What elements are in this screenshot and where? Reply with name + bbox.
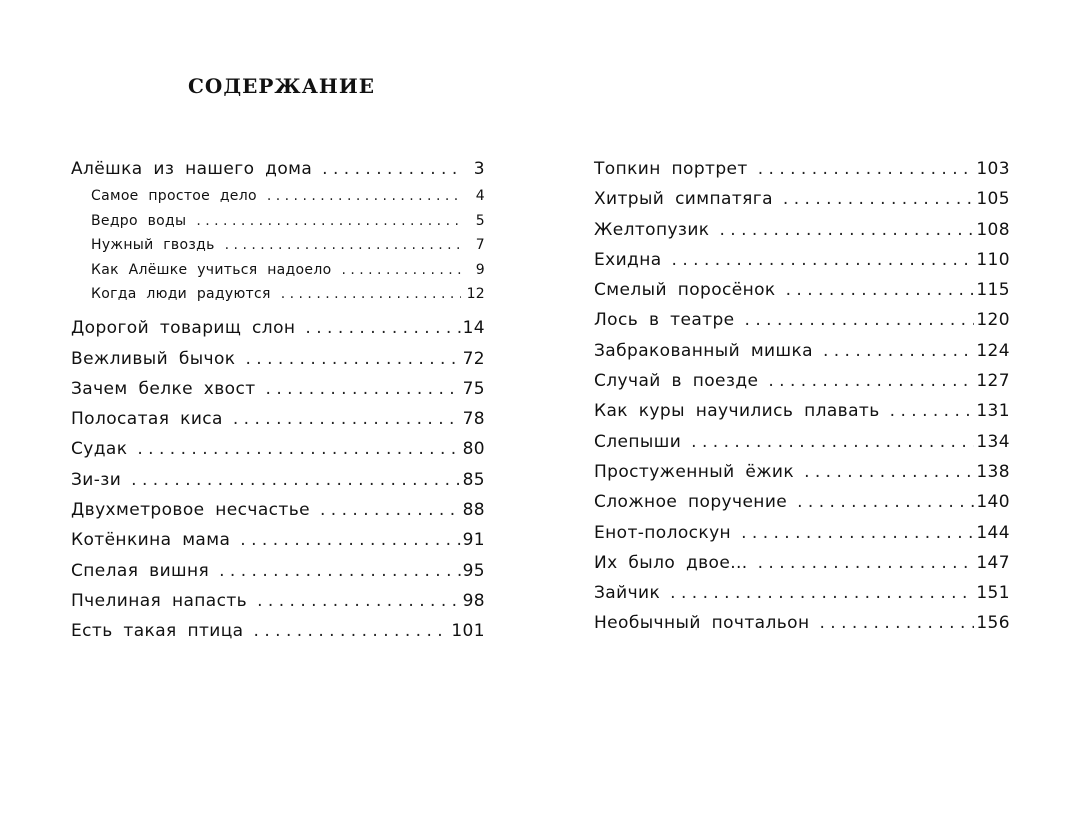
dot-leader bbox=[131, 465, 460, 495]
dot-leader bbox=[741, 518, 974, 548]
toc-entry-page: 88 bbox=[462, 500, 485, 521]
dot-leader bbox=[672, 245, 975, 275]
dot-leader bbox=[786, 275, 975, 305]
toc-entry-title: Двухметровое несчастье bbox=[71, 500, 310, 521]
toc-entry-title: Дорогой товарищ слон bbox=[71, 318, 296, 339]
toc-entry-page: 124 bbox=[976, 340, 1010, 361]
toc-entry[interactable] bbox=[594, 184, 1010, 214]
toc-entry-title: Когда люди радуются bbox=[91, 286, 271, 303]
toc-entry-page: 5 bbox=[475, 212, 485, 229]
toc-entry[interactable] bbox=[71, 313, 485, 343]
toc-entry-title: Забракованный мишка bbox=[594, 340, 813, 361]
toc-entry-page: 85 bbox=[462, 469, 485, 490]
toc-entry-title: Зи-зи bbox=[71, 469, 122, 490]
toc-entry-page: 140 bbox=[976, 492, 1010, 513]
toc-entry-page: 147 bbox=[976, 552, 1010, 573]
toc-entry-page: 4 bbox=[475, 188, 485, 205]
toc-entry[interactable] bbox=[594, 396, 1010, 426]
dot-leader bbox=[281, 282, 461, 306]
toc-subentry[interactable] bbox=[71, 184, 485, 209]
toc-entry-page: 105 bbox=[976, 189, 1010, 210]
toc-entry-title: Их было двое... bbox=[594, 552, 748, 573]
toc-entry-page: 75 bbox=[462, 378, 485, 399]
toc-entry[interactable] bbox=[594, 215, 1010, 245]
dot-leader bbox=[797, 487, 974, 517]
dot-leader bbox=[783, 184, 974, 214]
dot-leader bbox=[196, 209, 461, 233]
dot-leader bbox=[245, 344, 460, 374]
toc-entry-title: Как Алёшке учиться надоело bbox=[91, 261, 332, 278]
toc-entry[interactable] bbox=[594, 427, 1010, 457]
page-title: СОДЕРЖАНИЕ bbox=[188, 74, 375, 98]
toc-entry-title: Полосатая киса bbox=[71, 409, 223, 430]
toc-entry-page: 120 bbox=[976, 310, 1010, 331]
toc-entry[interactable] bbox=[594, 578, 1010, 608]
toc-entry-page: 95 bbox=[462, 560, 485, 581]
toc-entry-page: 151 bbox=[976, 583, 1010, 604]
toc-entry[interactable] bbox=[71, 495, 485, 525]
toc-entry[interactable] bbox=[71, 556, 485, 586]
dot-leader bbox=[670, 578, 974, 608]
dot-leader bbox=[719, 215, 974, 245]
toc-entry-page: 91 bbox=[462, 530, 485, 551]
toc-entry-title: Лось в театре bbox=[594, 310, 735, 331]
toc-entry[interactable] bbox=[71, 616, 485, 646]
dot-leader bbox=[804, 457, 974, 487]
toc-entry-title: Зайчик bbox=[594, 583, 661, 604]
dot-leader bbox=[691, 427, 974, 457]
toc-entry-page: 12 bbox=[466, 286, 485, 303]
toc-left-column bbox=[71, 154, 485, 647]
toc-entry-title: Как куры научились плавать bbox=[594, 401, 880, 422]
dot-leader bbox=[322, 154, 461, 184]
toc-entry-page: 115 bbox=[976, 280, 1010, 301]
toc-right-column bbox=[594, 154, 1010, 639]
toc-entry-title: Нужный гвоздь bbox=[91, 237, 215, 254]
toc-entry[interactable] bbox=[71, 404, 485, 434]
toc-entry[interactable] bbox=[71, 465, 485, 495]
toc-entry-page: 103 bbox=[976, 159, 1010, 179]
dot-leader bbox=[890, 396, 975, 426]
dot-leader bbox=[254, 616, 450, 646]
toc-entry-title: Топкин портрет bbox=[594, 159, 748, 179]
toc-entry-page: 72 bbox=[462, 348, 485, 369]
toc-entry-page: 127 bbox=[976, 371, 1010, 392]
dot-leader bbox=[768, 366, 974, 396]
dot-leader bbox=[257, 586, 460, 616]
toc-entry-page: 7 bbox=[475, 237, 485, 254]
toc-subentry[interactable] bbox=[71, 233, 485, 258]
dot-leader bbox=[267, 184, 461, 208]
toc-entry-page: 144 bbox=[976, 522, 1010, 543]
toc-entry-page: 78 bbox=[462, 409, 485, 430]
dot-leader bbox=[819, 608, 974, 638]
toc-entry-title: Желтопузик bbox=[594, 219, 710, 240]
dot-leader bbox=[758, 548, 975, 578]
toc-entry-title: Самое простое дело bbox=[91, 188, 257, 205]
dot-leader bbox=[320, 495, 461, 525]
dot-leader bbox=[305, 313, 460, 343]
dot-leader bbox=[341, 258, 461, 282]
toc-entry-title: Котёнкина мама bbox=[71, 530, 231, 551]
toc-entry-title: Ведро воды bbox=[91, 212, 187, 229]
toc-entry[interactable] bbox=[71, 154, 485, 184]
toc-entry-page: 156 bbox=[976, 613, 1010, 634]
toc-entry-title: Хитрый симпатяга bbox=[594, 189, 773, 210]
dot-leader bbox=[233, 404, 461, 434]
dot-leader bbox=[225, 233, 461, 257]
toc-entry-title: Необычный почтальон bbox=[594, 613, 810, 634]
toc-entry-title: Спелая вишня bbox=[71, 560, 210, 581]
dot-leader bbox=[219, 556, 460, 586]
toc-entry[interactable] bbox=[594, 366, 1010, 396]
dot-leader bbox=[823, 336, 974, 366]
toc-entry-title: Зачем белке хвост bbox=[71, 378, 256, 399]
toc-entry-title: Смелый поросёнок bbox=[594, 280, 776, 301]
toc-entry[interactable] bbox=[594, 305, 1010, 335]
toc-entry[interactable] bbox=[71, 525, 485, 555]
toc-entry-page: 134 bbox=[976, 431, 1010, 452]
toc-entry-title: Слепыши bbox=[594, 431, 682, 452]
toc-entry-title: Простуженный ёжик bbox=[594, 461, 795, 482]
toc-subentry[interactable] bbox=[71, 258, 485, 283]
toc-entry-title: Ехидна bbox=[594, 249, 662, 270]
toc-entry-title: Сложное поручение bbox=[594, 492, 788, 513]
toc-entry[interactable] bbox=[594, 245, 1010, 275]
toc-entry-page: 138 bbox=[976, 461, 1010, 482]
toc-entry-page: 80 bbox=[462, 439, 485, 460]
toc-entry-title: Вежливый бычок bbox=[71, 348, 236, 369]
dot-leader bbox=[240, 525, 460, 555]
toc-entry[interactable] bbox=[71, 434, 485, 464]
dot-leader bbox=[745, 305, 975, 335]
toc-entry[interactable] bbox=[594, 154, 1010, 184]
toc-entry[interactable] bbox=[594, 275, 1010, 305]
toc-entry[interactable] bbox=[594, 518, 1010, 548]
toc-entry-page: 98 bbox=[462, 590, 485, 611]
toc-entry-page: 108 bbox=[976, 219, 1010, 240]
dot-leader bbox=[266, 374, 461, 404]
toc-entry[interactable] bbox=[594, 487, 1010, 517]
toc-entry-title: Енот-полоскун bbox=[594, 522, 732, 543]
toc-entry-title: Пчелиная напасть bbox=[71, 590, 248, 611]
toc-entry[interactable] bbox=[71, 586, 485, 616]
toc-subentry[interactable] bbox=[71, 209, 485, 234]
toc-entry-page: 9 bbox=[475, 261, 485, 278]
dot-leader bbox=[137, 434, 460, 464]
toc-entry-page: 3 bbox=[473, 159, 485, 179]
toc-entry-page: 14 bbox=[462, 318, 485, 339]
toc-entry-title: Судак bbox=[71, 439, 128, 460]
toc-entry[interactable] bbox=[71, 344, 485, 374]
toc-entry-page: 131 bbox=[976, 401, 1010, 422]
toc-subentry[interactable] bbox=[71, 282, 485, 313]
toc-entry-title: Алёшка из нашего дома bbox=[71, 159, 313, 179]
toc-entry[interactable] bbox=[594, 336, 1010, 366]
toc-entry-page: 101 bbox=[451, 621, 485, 642]
dot-leader bbox=[758, 154, 975, 184]
toc-entry[interactable] bbox=[594, 548, 1010, 578]
toc-entry[interactable] bbox=[594, 457, 1010, 487]
toc-entry-title: Есть такая птица bbox=[71, 621, 244, 642]
toc-entry[interactable] bbox=[71, 374, 485, 404]
toc-entry-page: 110 bbox=[976, 249, 1010, 270]
toc-entry[interactable] bbox=[594, 608, 1010, 638]
toc-entry-title: Случай в поезде bbox=[594, 371, 759, 392]
